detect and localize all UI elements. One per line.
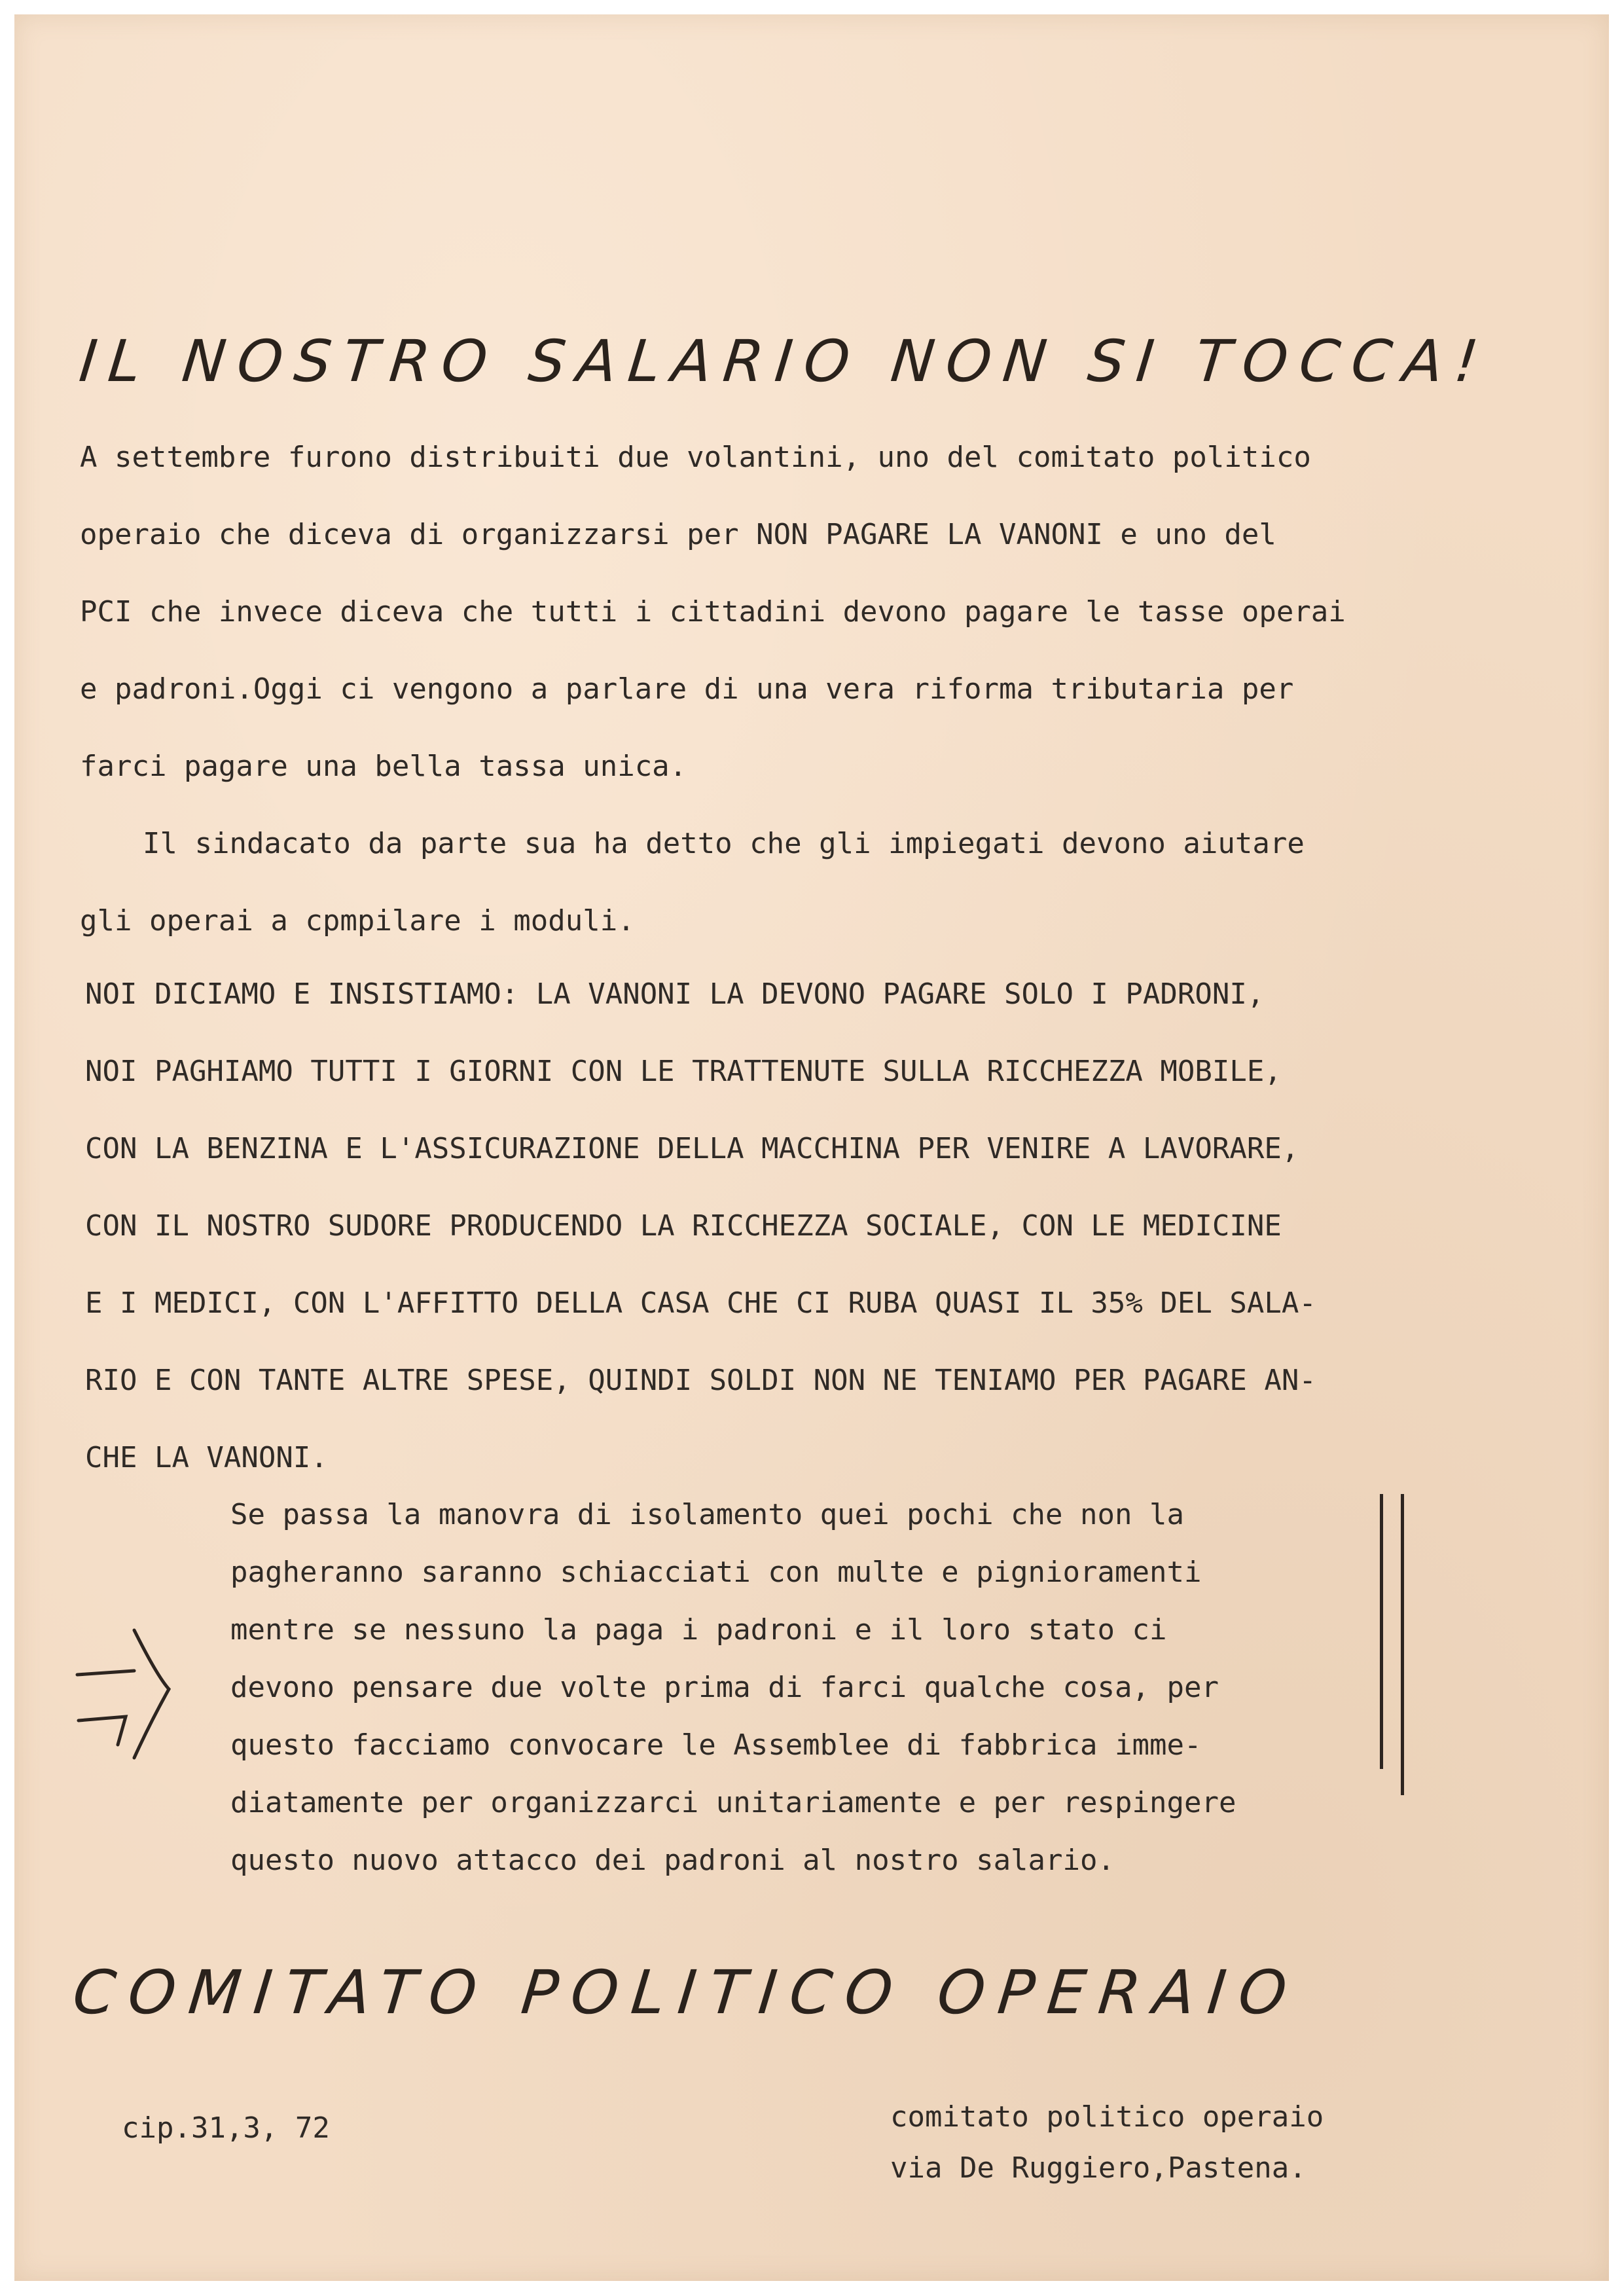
- caps-line: NOI DICIAMO E INSISTIAMO: LA VANONI LA DEVONO PAGARE SOLO I PADRONI,: [85, 977, 1265, 1011]
- caps-line: NOI PAGHIAMO TUTTI I GIORNI CON LE TRATTENUTE SULLA RICCHEZZA MOBILE,: [85, 1055, 1282, 1088]
- body-line: farci pagare una bella tassa unica.: [80, 750, 687, 783]
- caps-line: RIO E CON TANTE ALTRE SPESE, QUINDI SOLDI NON NE TENIAMO PER PAGARE AN-: [85, 1364, 1316, 1397]
- footer-org: comitato politico operaio: [890, 2100, 1324, 2134]
- body-line: A settembre furono distribuiti due volantini, uno del comitato politico: [80, 441, 1311, 474]
- handdrawn-arrow-icon: [72, 1624, 183, 1768]
- body-line: gli operai a cpmpilare i moduli.: [80, 904, 635, 938]
- footer-address: [890, 2092, 1324, 2194]
- footer-date: cip.31,3, 72: [122, 2111, 330, 2145]
- caps-line: CHE LA VANONI.: [85, 1441, 328, 1474]
- body-line: e padroni.Oggi ci vengono a parlare di una vera riforma tributaria per: [80, 672, 1294, 706]
- inset-line: questo nuovo attacco dei padroni al nostro salario.: [230, 1844, 1115, 1877]
- side-bracket-line: [1401, 1494, 1404, 1795]
- body-line: operaio che diceva di organizzarsi per NON PAGARE LA VANONI e uno del: [80, 518, 1276, 551]
- handwritten-title: IL NOSTRO SALARIO NON SI TOCCA!: [76, 327, 1494, 395]
- caps-line: CON IL NOSTRO SUDORE PRODUCENDO LA RICCHEZZA SOCIALE, CON LE MEDICINE: [85, 1209, 1282, 1243]
- footer-street: via De Ruggiero,Pastena.: [890, 2151, 1307, 2185]
- caps-line: CON LA BENZINA E L'ASSICURAZIONE DELLA MACCHINA PER VENIRE A LAVORARE,: [85, 1132, 1299, 1165]
- intro-paragraph: [80, 419, 1346, 960]
- inset-line: questo facciamo convocare le Assemblee di fabbrica imme-: [230, 1728, 1202, 1762]
- uppercase-statement: [85, 956, 1316, 1497]
- inset-line: mentre se nessuno la paga i padroni e il loro stato ci: [230, 1613, 1167, 1647]
- caps-line: E I MEDICI, CON L'AFFITTO DELLA CASA CHE CI RUBA QUASI IL 35% DEL SALA-: [85, 1286, 1316, 1320]
- side-bracket-line: [1380, 1494, 1383, 1769]
- inset-line: devono pensare due volte prima di farci qualche cosa, per: [230, 1671, 1219, 1704]
- inset-paragraph: [230, 1486, 1236, 1889]
- inset-line: pagheranno saranno schiacciati con multe e pignioramenti: [230, 1556, 1202, 1589]
- body-line: PCI che invece diceva che tutti i cittadini devono pagare le tasse operai: [80, 595, 1346, 629]
- body-line: Il sindacato da parte sua ha detto che gli impiegati devono aiutare: [143, 827, 1305, 860]
- handwritten-signature: COMITATO POLITICO OPERAIO: [69, 1958, 1303, 2028]
- inset-line: Se passa la manovra di isolamento quei pochi che non la: [230, 1498, 1184, 1531]
- inset-line: diatamente per organizzarci unitariamente e per respingere: [230, 1786, 1236, 1819]
